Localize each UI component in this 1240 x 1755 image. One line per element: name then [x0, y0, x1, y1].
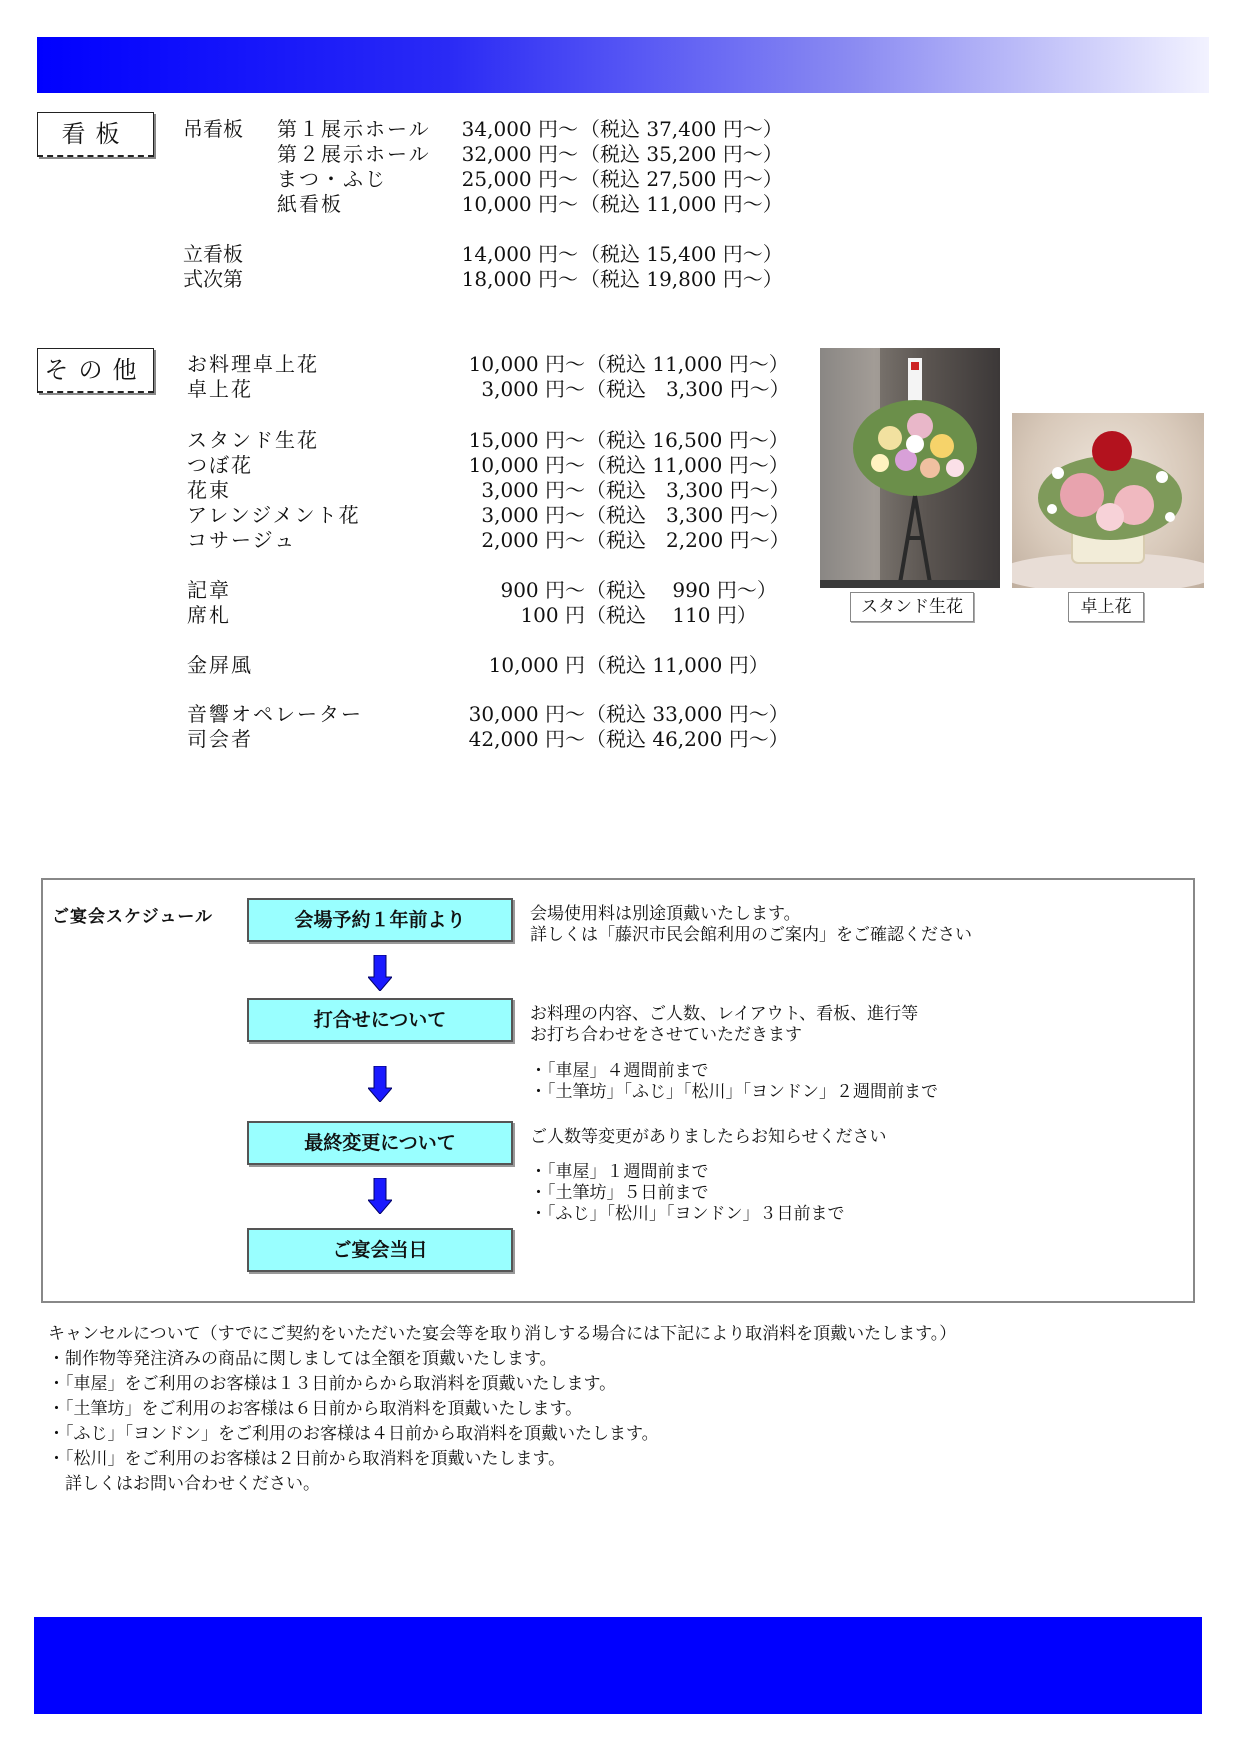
step-reservation: 会場予約１年前より — [247, 898, 513, 942]
cancellation-line: 詳しくはお問い合わせください。 — [48, 1474, 320, 1494]
kanban-tax-price: （税込 27,500 円～） — [580, 167, 783, 191]
sonota-price: 2,000 円～ — [481, 528, 585, 552]
sonota-item-name: 音響オペレーター — [187, 702, 363, 726]
kanban-price: 14,000 円～ — [461, 242, 578, 266]
deadline-note: ・「車屋」４週間前まで — [530, 1061, 709, 1081]
sonota-tax-price: （税込 33,000 円～） — [586, 702, 789, 726]
kanban-cat: 吊看板 — [183, 117, 243, 141]
table-flower-caption: 卓上花 — [1068, 592, 1144, 622]
stand-flower-illustration — [820, 348, 1000, 588]
sonota-tax-price: （税込 11,000 円～） — [586, 453, 789, 477]
sonota-item-name: 記章 — [187, 578, 231, 602]
cancellation-line: ・「松川」をご利用のお客様は２日前から取消料を頂戴いたします。 — [48, 1449, 566, 1469]
cancellation-line: ・制作物等発注済みの商品に関しましては全額を頂戴いたします。 — [48, 1349, 557, 1369]
description-line: 詳しくは「藤沢市民会館利用のご案内」をご確認ください — [530, 925, 972, 945]
schedule-title: ご宴会スケジュール — [52, 907, 213, 927]
sonota-tax-price: （税込 2,200 円～） — [586, 528, 790, 552]
kanban-price: 32,000 円～ — [461, 142, 578, 166]
sonota-price: 100 円 — [520, 603, 605, 627]
step-meeting-deadlines — [530, 1061, 938, 1103]
sonota-price: 30,000 円～ — [468, 702, 585, 726]
kanban-price: 25,000 円～ — [461, 167, 578, 191]
cancellation-line: ・「ふじ」「ヨンドン」をご利用のお客様は４日前から取消料を頂戴いたします。 — [48, 1424, 659, 1444]
header-banner — [37, 37, 1209, 93]
step-meeting-description — [530, 1004, 918, 1046]
sonota-tax-price: （税込 3,300 円～） — [586, 377, 790, 401]
sonota-price: 15,000 円～ — [468, 428, 585, 452]
kanban-price: 10,000 円～ — [461, 192, 578, 216]
step-final-change: 最終変更について — [247, 1121, 513, 1165]
kanban-price: 34,000 円～ — [461, 117, 578, 141]
cancellation-policy — [48, 1322, 956, 1497]
cancellation-line: ・「土筆坊」をご利用のお客様は６日前から取消料を頂戴いたします。 — [48, 1399, 583, 1419]
sonota-tax-price: （税込 110 円） — [586, 603, 757, 627]
deadline-note: ・「ふじ」「松川」「ヨンドン」３日前まで — [530, 1204, 845, 1224]
sonota-item-name: 席札 — [187, 603, 231, 627]
step-final-change-deadlines — [530, 1162, 845, 1225]
step-final-change-description — [530, 1127, 887, 1148]
stand-flower-caption: スタンド生花 — [850, 592, 974, 622]
section-label-kanban: 看板 — [37, 112, 154, 157]
kanban-tax-price: （税込 35,200 円～） — [580, 142, 783, 166]
sonota-item-name: 司会者 — [187, 727, 253, 751]
sonota-tax-price: （税込 16,500 円～） — [586, 428, 789, 452]
sonota-item-name: スタンド生花 — [187, 428, 319, 452]
down-arrow-icon — [368, 1178, 392, 1214]
kanban-name: 紙看板 — [277, 192, 343, 216]
sonota-item-name: 卓上花 — [187, 377, 253, 401]
kanban-name: まつ・ふじ — [277, 167, 387, 191]
description-line: お打ち合わせをさせていただきます — [530, 1025, 802, 1045]
sonota-item-name: コサージュ — [187, 528, 297, 552]
description-line: お料理の内容、ご人数、レイアウト、看板、進行等 — [530, 1004, 919, 1024]
table-flower-illustration — [1012, 413, 1204, 588]
kanban-cat: 式次第 — [183, 267, 243, 291]
sonota-price: 900 円～ — [500, 578, 585, 602]
sonota-tax-price: （税込 46,200 円～） — [586, 727, 789, 751]
sonota-item-name: 花束 — [187, 478, 231, 502]
sonota-item-name: お料理卓上花 — [187, 352, 319, 376]
kanban-name: 第２展示ホール — [277, 142, 431, 166]
sonota-price: 10,000 円 — [488, 653, 605, 677]
sonota-tax-price: （税込 3,300 円～） — [586, 478, 790, 502]
stand-flower-photo — [820, 348, 1000, 588]
description-line: ご人数等変更がありましたらお知らせください — [530, 1127, 887, 1147]
down-arrow-icon — [368, 1066, 392, 1102]
sonota-price: 42,000 円～ — [468, 727, 585, 751]
sonota-price: 3,000 円～ — [481, 377, 585, 401]
kanban-tax-price: （税込 19,800 円～） — [580, 267, 783, 291]
kanban-name: 第１展示ホール — [277, 117, 431, 141]
sonota-item-name: 金屏風 — [187, 653, 253, 677]
kanban-tax-price: （税込 11,000 円～） — [580, 192, 783, 216]
kanban-tax-price: （税込 37,400 円～） — [580, 117, 783, 141]
step-banquet-day: ご宴会当日 — [247, 1228, 513, 1272]
step-meeting: 打合せについて — [247, 998, 513, 1042]
footer-banner — [34, 1617, 1202, 1714]
sonota-price: 10,000 円～ — [468, 352, 585, 376]
description-line: 会場使用料は別途頂戴いたします。 — [530, 904, 801, 924]
sonota-tax-price: （税込 990 円～） — [586, 578, 777, 602]
cancellation-line: ・「車屋」をご利用のお客様は１３日前からから取消料を頂戴いたします。 — [48, 1374, 617, 1394]
sonota-price: 3,000 円～ — [481, 478, 585, 502]
section-label-sonota: その他 — [37, 348, 154, 393]
table-flower-photo — [1012, 413, 1204, 588]
step-reservation-description — [530, 904, 972, 946]
sonota-price: 10,000 円～ — [468, 453, 585, 477]
cancellation-heading: キャンセルについて（すでにご契約をいただいた宴会等を取り消しする場合には下記により取消料を頂戴いたします。） — [48, 1324, 957, 1344]
kanban-tax-price: （税込 15,400 円～） — [580, 242, 783, 266]
sonota-tax-price: （税込 3,300 円～） — [586, 503, 790, 527]
kanban-cat: 立看板 — [183, 242, 243, 266]
sonota-item-name: つぼ花 — [187, 453, 253, 477]
down-arrow-icon — [368, 955, 392, 991]
sonota-tax-price: （税込 11,000 円） — [586, 653, 769, 677]
deadline-note: ・「土筆坊」５日前まで — [530, 1183, 709, 1203]
sonota-tax-price: （税込 11,000 円～） — [586, 352, 789, 376]
sonota-price: 3,000 円～ — [481, 503, 585, 527]
deadline-note: ・「土筆坊」「ふじ」「松川」「ヨンドン」２週間前まで — [530, 1082, 938, 1102]
deadline-note: ・「車屋」１週間前まで — [530, 1162, 709, 1182]
sonota-item-name: アレンジメント花 — [187, 503, 361, 527]
kanban-price: 18,000 円～ — [461, 267, 578, 291]
